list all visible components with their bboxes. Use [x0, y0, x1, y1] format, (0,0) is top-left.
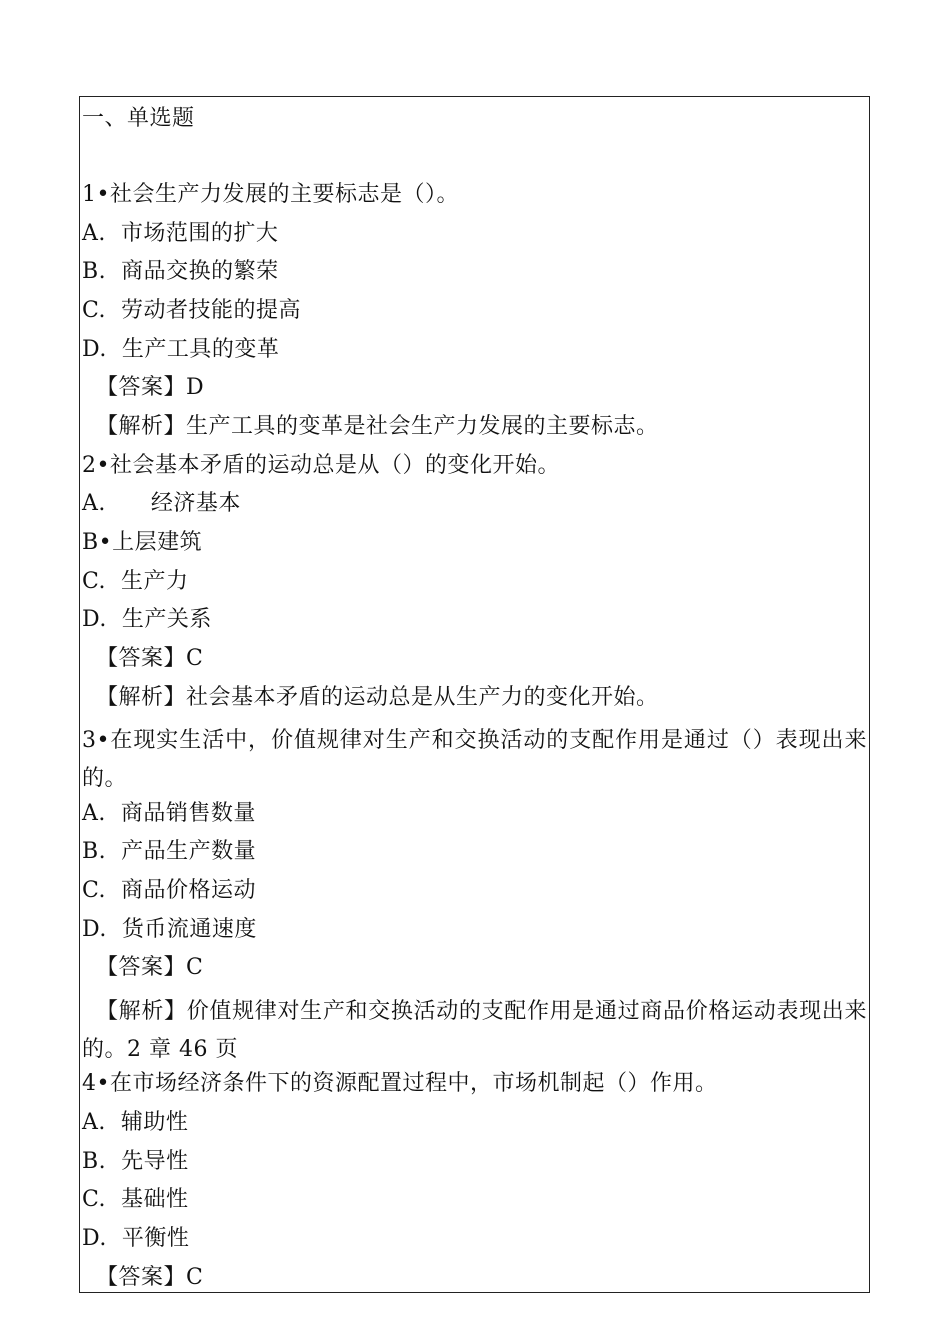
question-4-option-c: C. 基础性	[82, 1187, 189, 1212]
question-3-option-d: D. 货币流通速度	[82, 917, 257, 942]
question-3-stem: 3•在现实生活中，价值规律对生产和交换活动的支配作用是通过（）表现出来的。	[82, 728, 867, 791]
question-2-analysis: 【解析】社会基本矛盾的运动总是从生产力的变化开始。	[96, 685, 659, 710]
question-2-answer: 【答案】C	[96, 646, 204, 671]
question-4-option-d: D. 平衡性	[82, 1226, 190, 1251]
question-4-stem: 4•在市场经济条件下的资源配置过程中，市场机制起（）作用。	[82, 1071, 718, 1096]
question-2-option-b: B•上层建筑	[82, 530, 203, 555]
section-title: 一、单选题	[82, 106, 195, 131]
question-3-option-a: A. 商品销售数量	[82, 801, 256, 826]
question-4-option-b: B. 先导性	[82, 1149, 189, 1174]
question-4-option-a: A. 辅助性	[82, 1110, 189, 1135]
question-2-stem: 2•社会基本矛盾的运动总是从（）的变化开始。	[82, 453, 560, 478]
question-1-option-d: D. 生产工具的变革	[82, 337, 280, 362]
question-4-answer: 【答案】C	[96, 1265, 204, 1290]
question-2-option-a: A. 经济基本	[82, 491, 241, 516]
question-1-option-c: C. 劳动者技能的提高	[82, 298, 302, 323]
question-1-answer: 【答案】D	[96, 375, 205, 400]
document-table-cell	[79, 96, 870, 1293]
question-1-analysis: 【解析】生产工具的变革是社会生产力发展的主要标志。	[96, 414, 659, 439]
question-1-option-b: B. 商品交换的繁荣	[82, 259, 279, 284]
question-1-stem: 1•社会生产力发展的主要标志是（）。	[82, 182, 459, 207]
question-3-option-b: B. 产品生产数量	[82, 839, 257, 864]
question-3-answer: 【答案】C	[96, 955, 204, 980]
question-2-option-c: C. 生产力	[82, 569, 189, 594]
question-2-option-d: D. 生产关系	[82, 607, 212, 632]
question-1-option-a: A. 市场范围的扩大	[82, 221, 279, 246]
question-3-analysis: 【解析】价值规律对生产和交换活动的支配作用是通过商品价格运动表现出来的。2 章 46 页	[82, 999, 867, 1062]
question-3-option-c: C. 商品价格运动	[82, 878, 257, 903]
